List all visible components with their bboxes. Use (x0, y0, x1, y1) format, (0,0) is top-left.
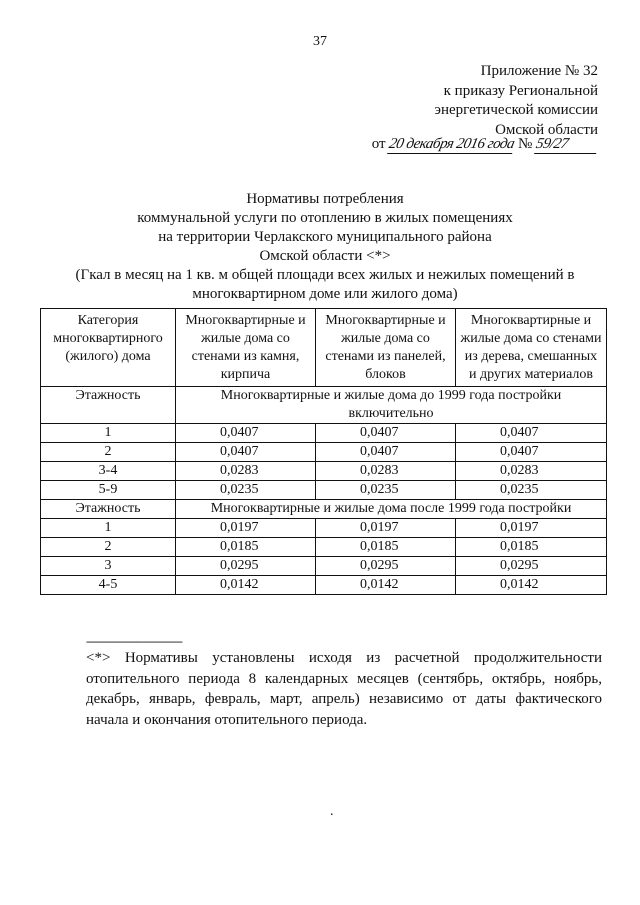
norm-value-cell: 0,0295 (456, 557, 607, 576)
footnote-divider: -------------------------------- (86, 634, 182, 648)
norm-value-cell: 0,0295 (176, 557, 316, 576)
title-line: на территории Черлакского муниципального района (158, 229, 492, 245)
order-reference (372, 136, 598, 154)
floors-cell: 1 (41, 519, 176, 538)
norm-value-cell: 0,0197 (176, 519, 316, 538)
header-wood-mixed: Многоквартирные и жилые дома со стенами из дерева, смешанных и других материалов (456, 309, 607, 387)
table-row (41, 443, 607, 462)
norm-value-cell: 0,0407 (176, 424, 316, 443)
table-row (41, 519, 607, 538)
norm-value-cell: 0,0197 (456, 519, 607, 538)
norm-value-cell: 0,0407 (316, 443, 456, 462)
floors-cell: 3-4 (41, 462, 176, 481)
floors-cell: 4-5 (41, 576, 176, 595)
stray-mark: . (330, 804, 334, 819)
table-row (41, 462, 607, 481)
title-line: Нормативы потребления (246, 191, 404, 207)
norm-value-cell: 0,0185 (456, 538, 607, 557)
footnote-text: <*> Нормативы установлены исходя из расчетной продолжительности отопительного периода 8 календарных месяцев (сентябрь, октябрь, ноябрь, декабрь, январь, февраль, март, апрель) независимо от даты фактического начала и окончания отопительного периода. (86, 650, 602, 728)
floors-cell: 1 (41, 424, 176, 443)
table-row (41, 557, 607, 576)
norm-value-cell: 0,0185 (176, 538, 316, 557)
header-stone-brick: Многоквартирные и жилые дома со стенами из камня, кирпича (176, 309, 316, 387)
table-row (41, 576, 607, 595)
title-line: коммунальной услуги по отоплению в жилых помещениях (137, 210, 513, 226)
norm-value-cell: 0,0142 (176, 576, 316, 595)
page-number: 37 (313, 34, 327, 49)
section-before-1999 (41, 387, 607, 500)
header-category: Категория многоквартирного (жилого) дома (41, 309, 176, 387)
section-caption: Многоквартирные и жилые дома до 1999 года постройки включительно (176, 387, 607, 424)
norm-value-cell: 0,0407 (176, 443, 316, 462)
norm-value-cell: 0,0235 (456, 481, 607, 500)
table-row (41, 538, 607, 557)
section-after-1999 (41, 500, 607, 595)
norm-value-cell: 0,0407 (456, 443, 607, 462)
order-date-handwritten: 20 декабря 2016 года (387, 136, 517, 152)
order-prefix: от (371, 136, 386, 152)
norm-value-cell: 0,0283 (176, 462, 316, 481)
floors-cell: 2 (41, 538, 176, 557)
floors-cell: 5-9 (41, 481, 176, 500)
title-line: Омской области <*> (259, 248, 391, 264)
floors-label: Этажность (41, 500, 176, 519)
norm-value-cell: 0,0407 (456, 424, 607, 443)
norm-value-cell: 0,0185 (316, 538, 456, 557)
floors-cell: 3 (41, 557, 176, 576)
table-header-row (41, 309, 607, 387)
floors-label: Этажность (41, 387, 176, 424)
norm-value-cell: 0,0283 (456, 462, 607, 481)
norm-value-cell: 0,0142 (316, 576, 456, 595)
table-row (41, 424, 607, 443)
header-panel-block: Многоквартирные и жилые дома со стенами из панелей, блоков (316, 309, 456, 387)
order-number-handwritten: 59/27 (534, 136, 600, 154)
section-header-row (41, 387, 607, 424)
document-title (40, 190, 610, 304)
title-units: (Гкал в месяц на 1 кв. м общей площади всех жилых и нежилых помещений в многоквартирном доме или жилого дома) (75, 267, 575, 302)
order-number-label: № (517, 136, 533, 152)
norm-value-cell: 0,0407 (316, 424, 456, 443)
norm-value-cell: 0,0235 (176, 481, 316, 500)
norm-value-cell: 0,0197 (316, 519, 456, 538)
appendix-line: Приложение № 32 (480, 63, 598, 79)
section-caption: Многоквартирные и жилые дома после 1999 года постройки (176, 500, 607, 519)
appendix-line: к приказу Региональной (443, 82, 598, 99)
norms-table (40, 308, 607, 595)
appendix-line: Омской области (495, 121, 598, 138)
table-row (41, 481, 607, 500)
floors-cell: 2 (41, 443, 176, 462)
section-header-row (41, 500, 607, 519)
appendix-block (435, 62, 598, 140)
appendix-line: энергетической комиссии (434, 102, 598, 118)
norm-value-cell: 0,0142 (456, 576, 607, 595)
norm-value-cell: 0,0283 (316, 462, 456, 481)
norm-value-cell: 0,0295 (316, 557, 456, 576)
norm-value-cell: 0,0235 (316, 481, 456, 500)
